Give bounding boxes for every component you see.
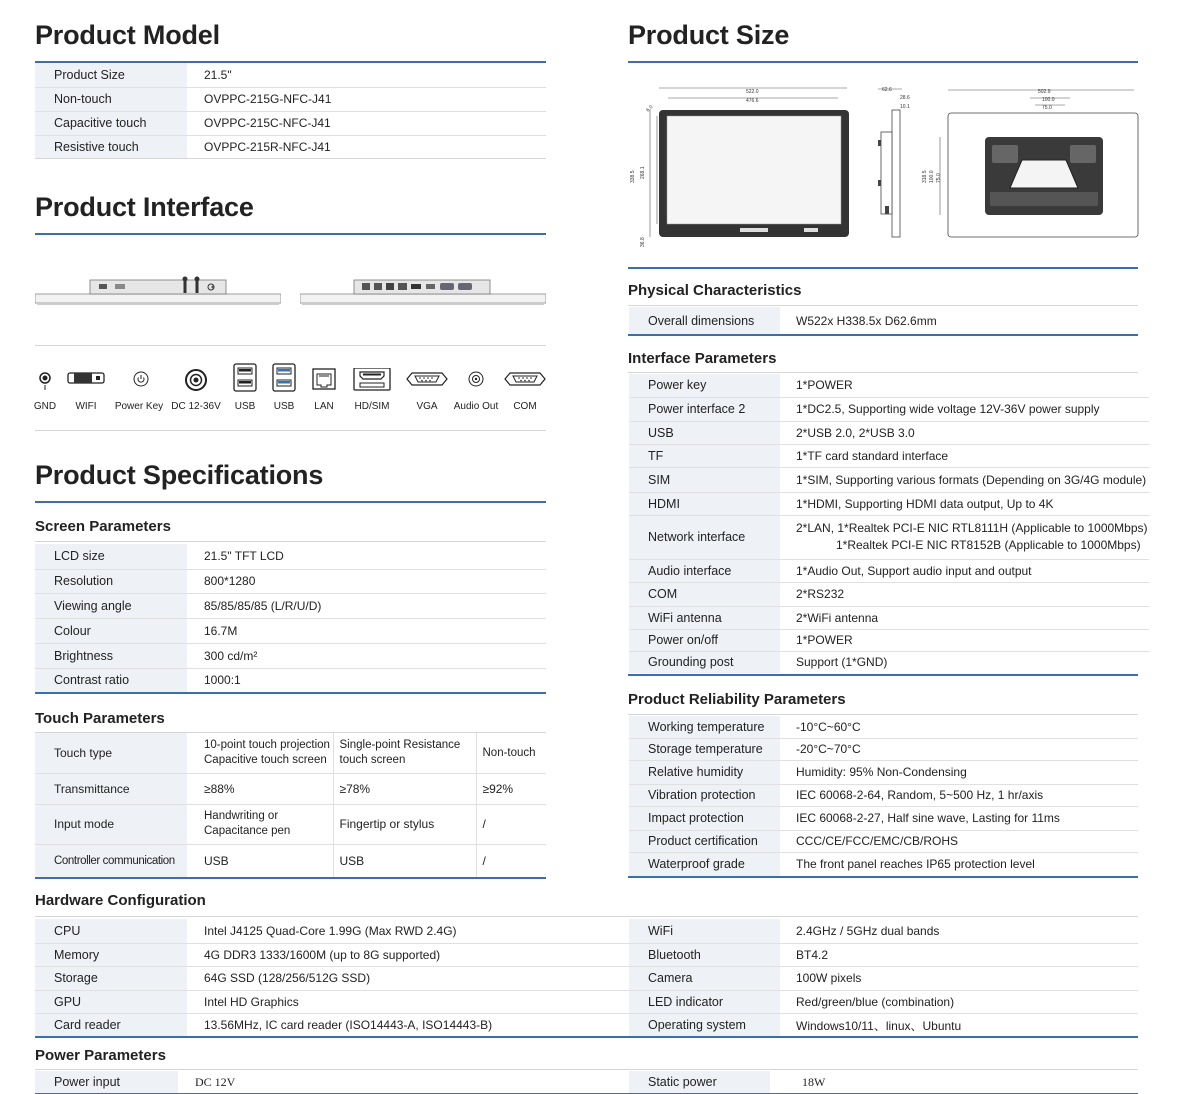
table-row: COM 2*RS232 xyxy=(629,582,1149,606)
table-row: Storage temperature -20°C~70°C xyxy=(629,738,1138,760)
table-row: Operating system Windows10/11、linux、Ubuntu xyxy=(629,1013,1138,1037)
port-label-power-key: Power Key xyxy=(114,401,164,412)
table-row: Contrast ratio 1000:1 xyxy=(35,668,546,692)
reliability-table xyxy=(629,716,1138,876)
dim-label: 268.1 xyxy=(640,166,646,179)
divider xyxy=(628,674,1138,676)
divider xyxy=(35,501,546,503)
table-row: WiFi 2.4GHz / 5GHz dual bands xyxy=(629,919,1138,943)
dim-label: 338.5 xyxy=(630,170,636,183)
divider xyxy=(628,876,1138,878)
dim-label: 75.0 xyxy=(1042,105,1052,111)
table-row: SIM 1*SIM, Supporting various formats (Depending on 3G/4G module) xyxy=(629,467,1149,492)
dim-label: 62.6 xyxy=(882,87,892,93)
table-row: Power interface 2 1*DC2.5, Supporting wide voltage 12V-36V power supply xyxy=(629,397,1149,421)
table-row: Relative humidity Humidity: 95% Non-Condensing xyxy=(629,760,1138,784)
dim-label: 28.6 xyxy=(900,95,910,101)
dc-jack-icon xyxy=(172,368,220,394)
physical-characteristics-title: Physical Characteristics xyxy=(628,282,802,299)
table-row: CPU Intel J4125 Quad-Core 1.99G (Max RWD 2.4G) xyxy=(35,919,629,943)
port-label-com: COM xyxy=(513,401,537,412)
table-row: Brightness 300 cd/m² xyxy=(35,643,546,668)
hardware-right-table xyxy=(629,919,1138,1037)
com-icon xyxy=(501,368,549,392)
table-row: HDMI 1*HDMI, Supporting HDMI data output, Up to 4K xyxy=(629,492,1149,515)
dim-label: 75.0 xyxy=(936,173,942,183)
table-row: Transmittance ≥88% ≥78% ≥92% xyxy=(35,773,546,804)
table-row: Bluetooth BT4.2 xyxy=(629,943,1138,966)
reliability-parameters-title: Product Reliability Parameters xyxy=(628,691,846,708)
port-label-usb: USB xyxy=(234,401,256,412)
power-parameters-title: Power Parameters xyxy=(35,1047,166,1064)
divider xyxy=(35,692,546,694)
left-side-view-drawing xyxy=(35,270,281,310)
table-row: Overall dimensions W522x H338.5x D62.6mm xyxy=(629,307,1138,334)
touch-parameters-title: Touch Parameters xyxy=(35,710,165,727)
dim-label: 10.1 xyxy=(900,104,910,110)
interface-parameters-title: Interface Parameters xyxy=(628,350,777,367)
table-row: Power on/off 1*POWER xyxy=(629,629,1149,651)
dim-label: 100.0 xyxy=(929,170,935,183)
table-row: Static power 18W xyxy=(629,1071,1138,1093)
table-row: Viewing angle 85/85/85/85 (L/R/U/D) xyxy=(35,593,546,618)
table-row: TF 1*TF card standard interface xyxy=(629,444,1149,467)
table-row: Audio interface 1*Audio Out, Support audio input and output xyxy=(629,559,1149,582)
port-label-audio-out: Audio Out xyxy=(453,401,499,412)
divider xyxy=(628,267,1138,269)
port-label-gnd: GND xyxy=(33,401,57,412)
table-row: LED indicator Red/green/blue (combination) xyxy=(629,990,1138,1013)
table-row: USB 2*USB 2.0, 2*USB 3.0 xyxy=(629,421,1149,444)
product-interface-title: Product Interface xyxy=(35,192,254,222)
side-view-drawing xyxy=(870,80,915,250)
audio-out-icon xyxy=(452,368,500,392)
divider xyxy=(35,916,1138,917)
table-row: Resolution 800*1280 xyxy=(35,569,546,593)
lan-icon xyxy=(300,368,348,392)
divider xyxy=(628,305,1138,306)
screen-parameters-table xyxy=(35,544,546,692)
table-row: Resistive touch OVPPC-215R-NFC-J41 xyxy=(35,135,546,159)
table-row: Non-touch OVPPC-215G-NFC-J41 xyxy=(35,87,546,111)
product-model-title: Product Model xyxy=(35,20,220,50)
dim-label: 318.5 xyxy=(922,170,928,183)
hardware-configuration-title: Hardware Configuration xyxy=(35,892,206,909)
table-row: Touch type 10-point touch projection Capacitive touch screen Single-point Resistance touch screen Non-touch xyxy=(35,733,546,773)
table-row: Colour 16.7M xyxy=(35,618,546,643)
screen-parameters-title: Screen Parameters xyxy=(35,518,171,535)
dim-label: 522.0 xyxy=(746,89,759,95)
port-label-dc: DC 12-36V xyxy=(171,401,221,412)
dim-label: 476.6 xyxy=(746,98,759,104)
front-view-drawing xyxy=(628,80,858,250)
table-row: Power input DC 12V xyxy=(35,1071,629,1093)
divider xyxy=(628,61,1138,63)
table-row: Card reader 13.56MHz, IC card reader (ISO14443-A, ISO14443-B) xyxy=(35,1013,629,1037)
table-row: Memory 4G DDR3 1333/1600M (up to 8G supported) xyxy=(35,943,629,966)
divider xyxy=(35,1069,1138,1070)
table-row: Product Size 21.5" xyxy=(35,63,546,87)
table-row: Working temperature -10°C~60°C xyxy=(629,716,1138,738)
back-view-drawing xyxy=(920,80,1140,250)
port-label-hdmi-sim: HD/SIM xyxy=(354,401,390,412)
table-row: Camera 100W pixels xyxy=(629,966,1138,990)
table-row: Waterproof grade The front panel reaches IP65 protection level xyxy=(629,852,1138,876)
table-row: Product certification CCC/CE/FCC/EMC/CB/ROHS xyxy=(629,830,1138,852)
table-row: Input mode Handwriting or Capacitance pen Fingertip or stylus / xyxy=(35,804,546,844)
right-side-view-drawing xyxy=(300,270,546,310)
table-row: Power key 1*POWER xyxy=(629,374,1149,397)
dim-label: 6.0 xyxy=(645,104,655,114)
interface-parameters-table xyxy=(629,374,1149,673)
table-row: GPU Intel HD Graphics xyxy=(35,990,629,1013)
port-label-wifi: WIFI xyxy=(75,401,97,412)
product-model-table xyxy=(35,63,546,159)
hdmi-sim-icon xyxy=(348,368,396,392)
physical-table xyxy=(629,307,1138,334)
divider xyxy=(35,158,546,159)
dim-label: 100.0 xyxy=(1042,97,1055,103)
power-right-table xyxy=(629,1071,1138,1093)
divider xyxy=(628,372,1138,373)
touch-parameters-table xyxy=(35,733,546,877)
table-row: Vibration protection IEC 60068-2-64, Random, 5~500 Hz, 1 hr/axis xyxy=(629,784,1138,806)
table-row: Capacitive touch OVPPC-215C-NFC-J41 xyxy=(35,111,546,135)
network-interface-value: 2*LAN, 1*Realtek PCI-E NIC RTL8111H (Applicable to 1000Mbps) 1*Realtek PCI-E NIC RT8152B (Applicable to 1000Mbps) xyxy=(780,515,1149,559)
product-specifications-title: Product Specifications xyxy=(35,460,324,490)
dim-label: 36.8 xyxy=(640,237,646,247)
power-key-icon xyxy=(117,368,165,392)
product-size-title: Product Size xyxy=(628,20,790,50)
divider xyxy=(35,1036,1138,1038)
divider xyxy=(628,334,1138,336)
table-row: Controller communication USB USB / xyxy=(35,844,546,877)
table-row: Impact protection IEC 60068-2-27, Half sine wave, Lasting for 11ms xyxy=(629,806,1138,830)
table-row: LCD size 21.5" TFT LCD xyxy=(35,544,546,569)
divider xyxy=(35,541,546,542)
power-left-table xyxy=(35,1071,629,1093)
divider xyxy=(35,233,546,235)
table-row: Storage 64G SSD (128/256/512G SSD) xyxy=(35,966,629,990)
divider xyxy=(628,714,1138,715)
wifi-antenna-icon xyxy=(62,368,110,392)
vga-icon xyxy=(403,368,451,392)
port-label-lan: LAN xyxy=(314,401,334,412)
table-row: WiFi antenna 2*WiFi antenna xyxy=(629,606,1149,629)
divider xyxy=(35,430,546,431)
hardware-left-table xyxy=(35,919,629,1037)
port-label-vga: VGA xyxy=(416,401,438,412)
table-row: Grounding post Support (1*GND) xyxy=(629,651,1149,673)
port-label-usb3: USB xyxy=(273,401,295,412)
divider xyxy=(35,877,546,879)
table-row: Network interface 2*LAN, 1*Realtek PCI-E NIC RTL8111H (Applicable to 1000Mbps) 1*Realtek PCI-E NIC RT8152B (Applicable to 1000Mbps) xyxy=(629,515,1149,559)
dim-label: 502.9 xyxy=(1038,89,1051,95)
divider xyxy=(35,345,546,346)
